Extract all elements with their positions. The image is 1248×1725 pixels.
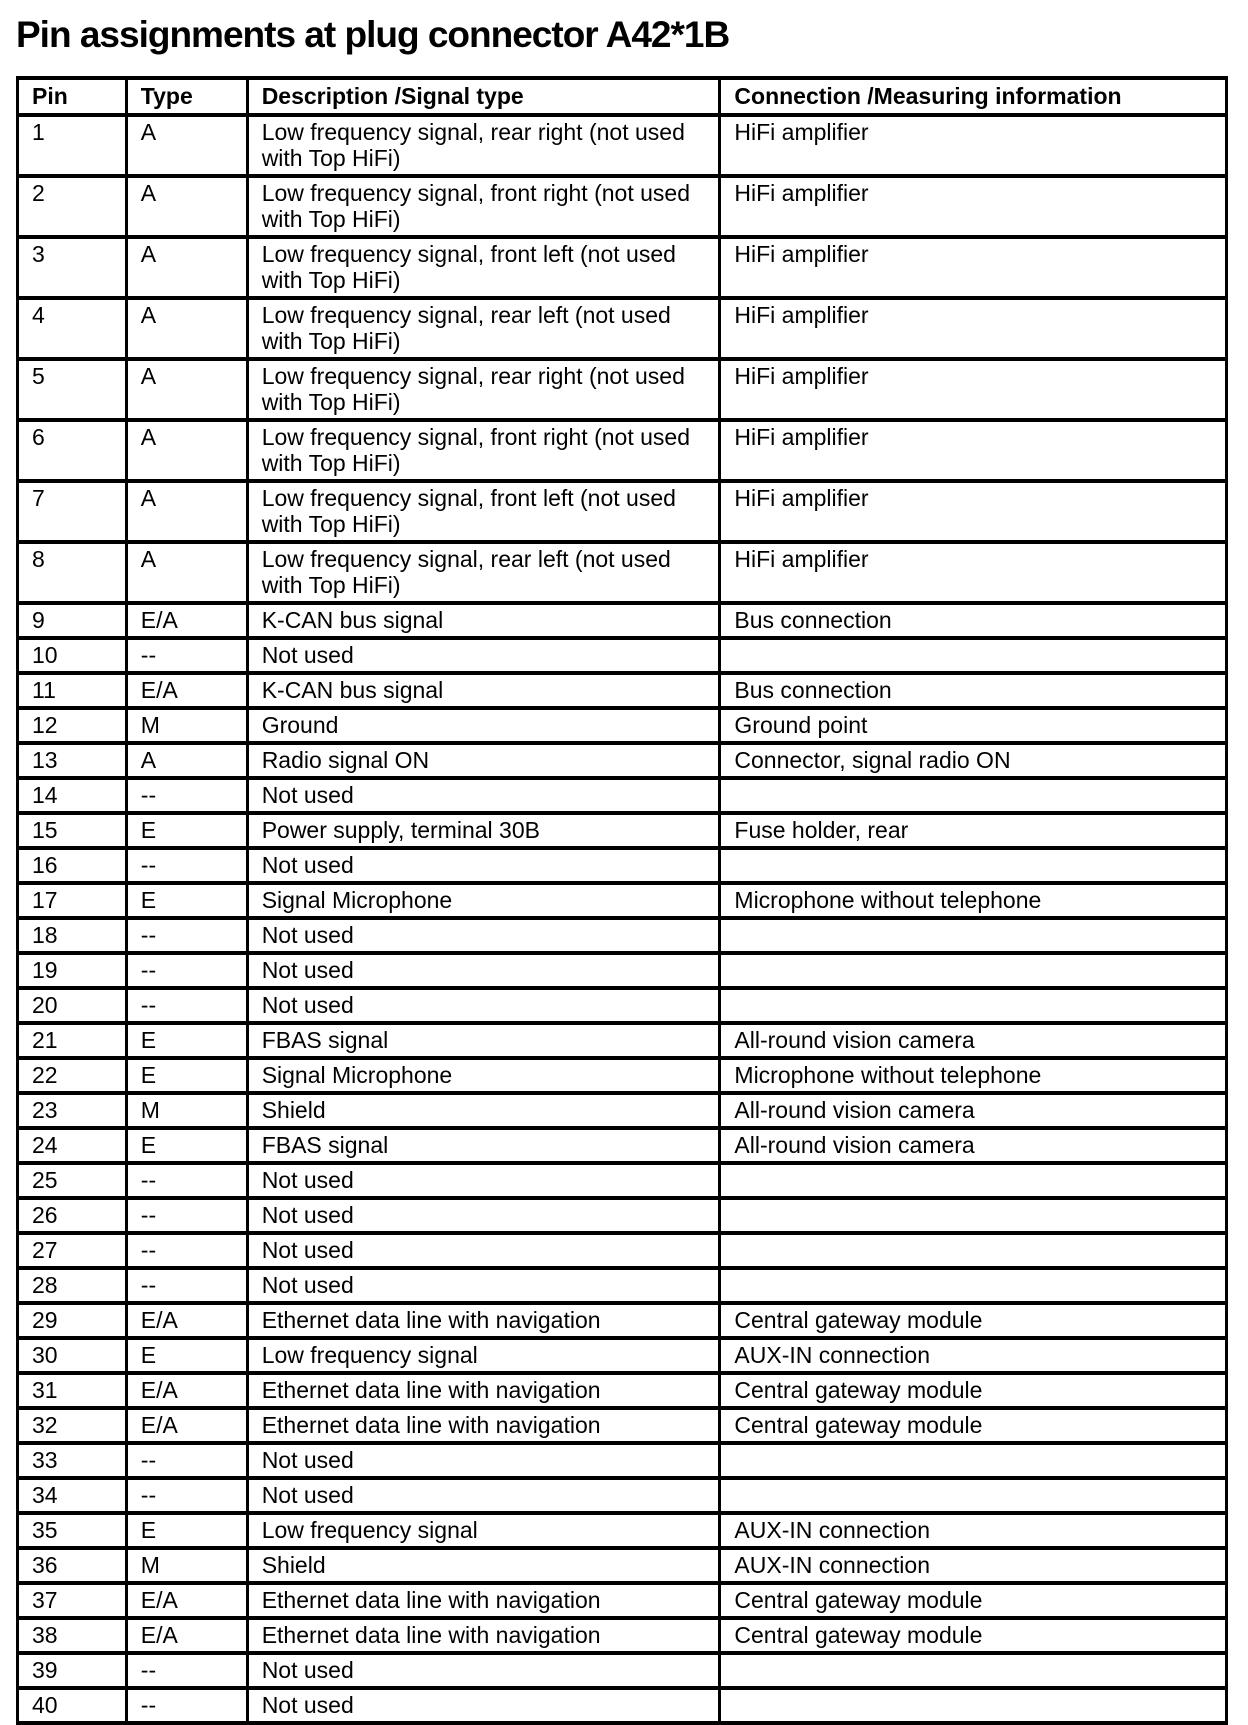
cell-description: Not used	[247, 953, 720, 988]
table-row	[18, 1198, 1227, 1233]
cell-description: K-CAN bus signal	[247, 603, 720, 638]
pin-table-body	[18, 115, 1227, 1723]
cell-connection	[720, 953, 1227, 988]
column-header-type: Type	[126, 78, 247, 115]
cell-type: E/A	[126, 603, 247, 638]
table-row	[18, 1268, 1227, 1303]
cell-description: Low frequency signal, front right (not used with Top HiFi)	[247, 420, 720, 481]
table-row	[18, 115, 1227, 176]
table-row	[18, 1058, 1227, 1093]
cell-type: A	[126, 359, 247, 420]
cell-description: Ethernet data line with navigation	[247, 1408, 720, 1443]
cell-connection: All-round vision camera	[720, 1128, 1227, 1163]
cell-pin: 19	[18, 953, 127, 988]
cell-type: M	[126, 708, 247, 743]
cell-pin: 9	[18, 603, 127, 638]
cell-connection: Central gateway module	[720, 1583, 1227, 1618]
cell-type: E/A	[126, 1373, 247, 1408]
table-row	[18, 420, 1227, 481]
cell-connection	[720, 1688, 1227, 1723]
cell-type: E	[126, 1128, 247, 1163]
cell-pin: 24	[18, 1128, 127, 1163]
cell-pin: 7	[18, 481, 127, 542]
column-header-connection: Connection /Measuring information	[720, 78, 1227, 115]
cell-connection	[720, 848, 1227, 883]
cell-pin: 26	[18, 1198, 127, 1233]
cell-type: --	[126, 848, 247, 883]
cell-type: A	[126, 542, 247, 603]
cell-type: E	[126, 813, 247, 848]
cell-type: --	[126, 918, 247, 953]
table-row	[18, 1233, 1227, 1268]
cell-description: Not used	[247, 1163, 720, 1198]
page-title: Pin assignments at plug connector A42*1B	[16, 14, 730, 55]
table-row	[18, 1373, 1227, 1408]
cell-connection: HiFi amplifier	[720, 359, 1227, 420]
cell-type: E/A	[126, 1408, 247, 1443]
table-row	[18, 237, 1227, 298]
cell-description: Low frequency signal, front left (not used with Top HiFi)	[247, 237, 720, 298]
cell-connection	[720, 1233, 1227, 1268]
cell-pin: 4	[18, 298, 127, 359]
cell-type: E	[126, 883, 247, 918]
cell-type: --	[126, 1478, 247, 1513]
cell-connection	[720, 1268, 1227, 1303]
cell-type: A	[126, 237, 247, 298]
cell-description: Low frequency signal, rear left (not used with Top HiFi)	[247, 298, 720, 359]
cell-type: E/A	[126, 1618, 247, 1653]
cell-connection	[720, 638, 1227, 673]
table-row	[18, 918, 1227, 953]
cell-description: Not used	[247, 988, 720, 1023]
cell-pin: 23	[18, 1093, 127, 1128]
cell-description: Not used	[247, 918, 720, 953]
cell-type: E/A	[126, 673, 247, 708]
cell-pin: 36	[18, 1548, 127, 1583]
cell-connection: Central gateway module	[720, 1618, 1227, 1653]
table-row	[18, 542, 1227, 603]
header-row	[18, 78, 1227, 115]
cell-type: E	[126, 1338, 247, 1373]
cell-pin: 10	[18, 638, 127, 673]
cell-description: Low frequency signal, rear left (not used with Top HiFi)	[247, 542, 720, 603]
cell-type: --	[126, 1688, 247, 1723]
cell-connection: HiFi amplifier	[720, 176, 1227, 237]
cell-description: Not used	[247, 1233, 720, 1268]
cell-connection: HiFi amplifier	[720, 298, 1227, 359]
cell-connection: Fuse holder, rear	[720, 813, 1227, 848]
cell-type: E	[126, 1058, 247, 1093]
cell-description: Radio signal ON	[247, 743, 720, 778]
table-row	[18, 708, 1227, 743]
column-header-pin: Pin	[18, 78, 127, 115]
cell-pin: 27	[18, 1233, 127, 1268]
cell-description: Shield	[247, 1093, 720, 1128]
cell-type: A	[126, 743, 247, 778]
cell-connection: HiFi amplifier	[720, 237, 1227, 298]
cell-type: --	[126, 638, 247, 673]
cell-pin: 15	[18, 813, 127, 848]
table-row	[18, 1128, 1227, 1163]
cell-pin: 29	[18, 1303, 127, 1338]
table-row	[18, 1443, 1227, 1478]
cell-type: E	[126, 1023, 247, 1058]
column-header-description: Description /Signal type	[247, 78, 720, 115]
cell-description: Shield	[247, 1548, 720, 1583]
cell-connection: Connector, signal radio ON	[720, 743, 1227, 778]
table-row	[18, 848, 1227, 883]
cell-description: Low frequency signal, rear right (not used with Top HiFi)	[247, 359, 720, 420]
table-row	[18, 1618, 1227, 1653]
cell-description: Not used	[247, 1653, 720, 1688]
cell-type: --	[126, 988, 247, 1023]
cell-pin: 8	[18, 542, 127, 603]
cell-description: K-CAN bus signal	[247, 673, 720, 708]
cell-connection: HiFi amplifier	[720, 542, 1227, 603]
cell-pin: 13	[18, 743, 127, 778]
cell-pin: 14	[18, 778, 127, 813]
cell-description: Not used	[247, 1443, 720, 1478]
cell-pin: 30	[18, 1338, 127, 1373]
table-row	[18, 673, 1227, 708]
cell-connection: Bus connection	[720, 603, 1227, 638]
table-row	[18, 778, 1227, 813]
cell-pin: 3	[18, 237, 127, 298]
table-row	[18, 1338, 1227, 1373]
cell-pin: 35	[18, 1513, 127, 1548]
table-row	[18, 1583, 1227, 1618]
cell-type: --	[126, 1653, 247, 1688]
cell-connection: All-round vision camera	[720, 1023, 1227, 1058]
cell-type: A	[126, 420, 247, 481]
cell-pin: 22	[18, 1058, 127, 1093]
cell-type: M	[126, 1548, 247, 1583]
cell-type: A	[126, 176, 247, 237]
cell-description: Ethernet data line with navigation	[247, 1618, 720, 1653]
cell-description: Ethernet data line with navigation	[247, 1373, 720, 1408]
cell-description: Ethernet data line with navigation	[247, 1303, 720, 1338]
table-row	[18, 481, 1227, 542]
cell-description: Ethernet data line with navigation	[247, 1583, 720, 1618]
table-row	[18, 1023, 1227, 1058]
cell-pin: 21	[18, 1023, 127, 1058]
cell-type: E/A	[126, 1303, 247, 1338]
table-row	[18, 638, 1227, 673]
table-row	[18, 1653, 1227, 1688]
table-row	[18, 1688, 1227, 1723]
cell-description: Ground	[247, 708, 720, 743]
cell-connection	[720, 1653, 1227, 1688]
cell-connection: Central gateway module	[720, 1303, 1227, 1338]
cell-description: FBAS signal	[247, 1023, 720, 1058]
cell-description: Not used	[247, 1478, 720, 1513]
table-row	[18, 176, 1227, 237]
cell-pin: 31	[18, 1373, 127, 1408]
cell-description: Signal Microphone	[247, 883, 720, 918]
cell-connection: Ground point	[720, 708, 1227, 743]
cell-pin: 5	[18, 359, 127, 420]
cell-description: Low frequency signal, front right (not used with Top HiFi)	[247, 176, 720, 237]
cell-pin: 39	[18, 1653, 127, 1688]
cell-pin: 16	[18, 848, 127, 883]
cell-description: Not used	[247, 1198, 720, 1233]
cell-connection	[720, 778, 1227, 813]
cell-connection: AUX-IN connection	[720, 1513, 1227, 1548]
cell-pin: 38	[18, 1618, 127, 1653]
cell-description: Low frequency signal	[247, 1513, 720, 1548]
cell-description: FBAS signal	[247, 1128, 720, 1163]
cell-connection: Microphone without telephone	[720, 1058, 1227, 1093]
cell-pin: 12	[18, 708, 127, 743]
cell-connection: Microphone without telephone	[720, 883, 1227, 918]
table-row	[18, 359, 1227, 420]
cell-connection: HiFi amplifier	[720, 115, 1227, 176]
cell-pin: 32	[18, 1408, 127, 1443]
cell-type: --	[126, 1443, 247, 1478]
cell-connection	[720, 918, 1227, 953]
cell-pin: 11	[18, 673, 127, 708]
cell-connection: HiFi amplifier	[720, 481, 1227, 542]
cell-type: M	[126, 1093, 247, 1128]
cell-connection: Central gateway module	[720, 1373, 1227, 1408]
cell-pin: 1	[18, 115, 127, 176]
cell-description: Power supply, terminal 30B	[247, 813, 720, 848]
cell-connection: Bus connection	[720, 673, 1227, 708]
cell-pin: 34	[18, 1478, 127, 1513]
cell-description: Not used	[247, 1268, 720, 1303]
cell-pin: 33	[18, 1443, 127, 1478]
cell-description: Not used	[247, 778, 720, 813]
table-row	[18, 883, 1227, 918]
cell-type: --	[126, 953, 247, 988]
table-row	[18, 988, 1227, 1023]
cell-connection: HiFi amplifier	[720, 420, 1227, 481]
table-row	[18, 1408, 1227, 1443]
cell-pin: 18	[18, 918, 127, 953]
cell-connection: AUX-IN connection	[720, 1338, 1227, 1373]
cell-pin: 25	[18, 1163, 127, 1198]
cell-pin: 2	[18, 176, 127, 237]
cell-connection: AUX-IN connection	[720, 1548, 1227, 1583]
cell-connection	[720, 1478, 1227, 1513]
cell-type: A	[126, 115, 247, 176]
cell-description: Not used	[247, 1688, 720, 1723]
cell-description: Signal Microphone	[247, 1058, 720, 1093]
table-row	[18, 1548, 1227, 1583]
cell-description: Low frequency signal	[247, 1338, 720, 1373]
cell-connection	[720, 1163, 1227, 1198]
cell-type: E/A	[126, 1583, 247, 1618]
table-row	[18, 603, 1227, 638]
table-row	[18, 1513, 1227, 1548]
table-row	[18, 1163, 1227, 1198]
cell-connection: All-round vision camera	[720, 1093, 1227, 1128]
cell-pin: 40	[18, 1688, 127, 1723]
cell-pin: 28	[18, 1268, 127, 1303]
table-row	[18, 953, 1227, 988]
table-row	[18, 1303, 1227, 1338]
cell-description: Not used	[247, 848, 720, 883]
table-row	[18, 298, 1227, 359]
cell-pin: 20	[18, 988, 127, 1023]
pin-assignment-table	[16, 76, 1228, 1725]
cell-type: E	[126, 1513, 247, 1548]
cell-pin: 6	[18, 420, 127, 481]
cell-pin: 37	[18, 1583, 127, 1618]
cell-description: Low frequency signal, rear right (not used with Top HiFi)	[247, 115, 720, 176]
cell-type: --	[126, 778, 247, 813]
table-row	[18, 1093, 1227, 1128]
cell-connection	[720, 1198, 1227, 1233]
cell-type: --	[126, 1233, 247, 1268]
cell-connection: Central gateway module	[720, 1408, 1227, 1443]
table-row	[18, 743, 1227, 778]
table-row	[18, 1478, 1227, 1513]
cell-type: --	[126, 1268, 247, 1303]
cell-type: A	[126, 481, 247, 542]
table-row	[18, 813, 1227, 848]
cell-type: --	[126, 1198, 247, 1233]
cell-type: A	[126, 298, 247, 359]
cell-connection	[720, 1443, 1227, 1478]
cell-pin: 17	[18, 883, 127, 918]
cell-description: Not used	[247, 638, 720, 673]
cell-description: Low frequency signal, front left (not used with Top HiFi)	[247, 481, 720, 542]
cell-type: --	[126, 1163, 247, 1198]
cell-connection	[720, 988, 1227, 1023]
table-header	[18, 78, 1227, 115]
